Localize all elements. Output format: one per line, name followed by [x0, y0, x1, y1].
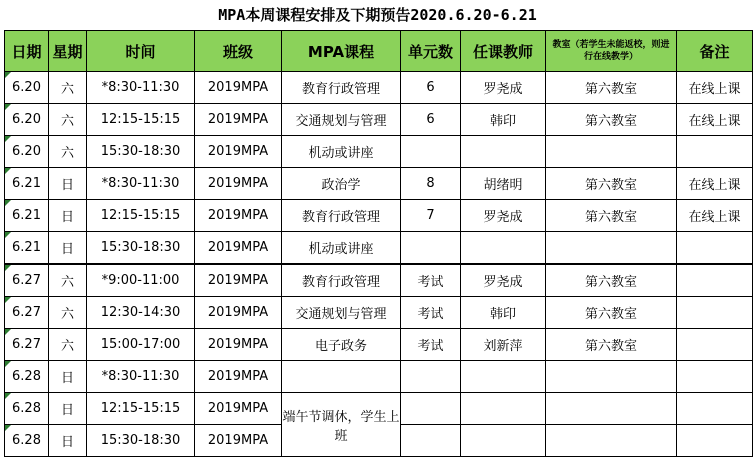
- cell-units: [401, 232, 461, 265]
- cell-room: [546, 393, 677, 425]
- schedule-table: [4, 30, 753, 457]
- cell-note: [677, 264, 753, 297]
- merged-course-cell: 端午节调休，学生上班: [282, 393, 401, 457]
- page-title: MPA本周课程安排及下期预告2020.6.20-6.21: [218, 6, 537, 24]
- cell-teacher: [461, 361, 546, 393]
- cell-time: *8:30-11:30: [87, 168, 195, 200]
- cell-course: 政治学: [282, 168, 401, 200]
- cell-time: *8:30-11:30: [87, 361, 195, 393]
- cell-class: 2019MPA: [195, 329, 282, 361]
- cell-weekday: 日: [49, 168, 87, 200]
- cell-class: 2019MPA: [195, 200, 282, 232]
- cell-date: 6.27: [5, 264, 49, 297]
- cell-teacher: 胡绪明: [461, 168, 546, 200]
- cell-date: 6.20: [5, 104, 49, 136]
- cell-class: 2019MPA: [195, 136, 282, 168]
- cell-room: 第六教室: [546, 264, 677, 297]
- cell-time: 12:15-15:15: [87, 393, 195, 425]
- cell-weekday: 日: [49, 232, 87, 265]
- cell-room: [546, 361, 677, 393]
- cell-weekday: 六: [49, 72, 87, 104]
- table-row: [5, 72, 753, 104]
- cell-date: 6.20: [5, 136, 49, 168]
- cell-course: 机动或讲座: [282, 136, 401, 168]
- cell-time: 15:00-17:00: [87, 329, 195, 361]
- cell-teacher: [461, 136, 546, 168]
- cell-teacher: 韩印: [461, 104, 546, 136]
- cell-teacher: [461, 425, 546, 457]
- cell-time: 15:30-18:30: [87, 136, 195, 168]
- header-teacher: 任课教师: [461, 31, 546, 72]
- table-row: [5, 168, 753, 200]
- cell-note: [677, 393, 753, 425]
- table-row: [5, 104, 753, 136]
- cell-time: 12:15-15:15: [87, 200, 195, 232]
- cell-date: 6.28: [5, 425, 49, 457]
- cell-date: 6.27: [5, 329, 49, 361]
- cell-units: [401, 361, 461, 393]
- cell-teacher: 韩印: [461, 297, 546, 329]
- cell-units: 考试: [401, 264, 461, 297]
- cell-course: 机动或讲座: [282, 232, 401, 265]
- cell-units: 7: [401, 200, 461, 232]
- table-row: [5, 329, 753, 361]
- cell-date: 6.20: [5, 72, 49, 104]
- cell-note: [677, 297, 753, 329]
- cell-date: 6.28: [5, 361, 49, 393]
- header-note: 备注: [677, 31, 753, 72]
- cell-weekday: 六: [49, 104, 87, 136]
- cell-class: 2019MPA: [195, 168, 282, 200]
- cell-note: 在线上课: [677, 72, 753, 104]
- header-course: MPA课程: [282, 31, 401, 72]
- cell-class: 2019MPA: [195, 232, 282, 265]
- cell-room: 第六教室: [546, 168, 677, 200]
- cell-weekday: 日: [49, 393, 87, 425]
- table-row: [5, 393, 753, 425]
- cell-time: *8:30-11:30: [87, 72, 195, 104]
- cell-course: [282, 361, 401, 393]
- cell-class: 2019MPA: [195, 361, 282, 393]
- cell-teacher: 刘新萍: [461, 329, 546, 361]
- cell-units: [401, 136, 461, 168]
- cell-room: 第六教室: [546, 72, 677, 104]
- cell-weekday: 日: [49, 425, 87, 457]
- cell-time: 15:30-18:30: [87, 232, 195, 265]
- cell-course: 交通规划与管理: [282, 297, 401, 329]
- table-row: [5, 297, 753, 329]
- cell-date: 6.27: [5, 297, 49, 329]
- cell-weekday: 日: [49, 361, 87, 393]
- table-row: [5, 361, 753, 393]
- cell-weekday: 六: [49, 329, 87, 361]
- cell-date: 6.21: [5, 200, 49, 232]
- cell-units: [401, 393, 461, 425]
- cell-class: 2019MPA: [195, 425, 282, 457]
- header-class: 班级: [195, 31, 282, 72]
- header-weekday: 星期: [49, 31, 87, 72]
- cell-time: 12:15-15:15: [87, 104, 195, 136]
- cell-note: [677, 329, 753, 361]
- cell-course: 电子政务: [282, 329, 401, 361]
- cell-teacher: 罗尧成: [461, 72, 546, 104]
- cell-weekday: 六: [49, 297, 87, 329]
- cell-room: 第六教室: [546, 297, 677, 329]
- cell-course: 交通规划与管理: [282, 104, 401, 136]
- cell-class: 2019MPA: [195, 104, 282, 136]
- header-time: 时间: [87, 31, 195, 72]
- cell-teacher: [461, 393, 546, 425]
- header-room: 教室（若学生未能返校，则进行在线教学）: [546, 31, 677, 72]
- cell-weekday: 日: [49, 200, 87, 232]
- cell-units: 6: [401, 104, 461, 136]
- cell-weekday: 六: [49, 136, 87, 168]
- cell-time: 15:30-18:30: [87, 425, 195, 457]
- cell-teacher: [461, 232, 546, 265]
- cell-note: 在线上课: [677, 200, 753, 232]
- cell-units: 6: [401, 72, 461, 104]
- cell-units: 考试: [401, 329, 461, 361]
- cell-units: 考试: [401, 297, 461, 329]
- table-row: [5, 136, 753, 168]
- cell-class: 2019MPA: [195, 297, 282, 329]
- header-row: [5, 31, 753, 72]
- cell-course: 教育行政管理: [282, 72, 401, 104]
- cell-date: 6.28: [5, 393, 49, 425]
- cell-date: 6.21: [5, 232, 49, 265]
- cell-teacher: 罗尧成: [461, 264, 546, 297]
- cell-room: [546, 232, 677, 265]
- cell-note: [677, 425, 753, 457]
- cell-class: 2019MPA: [195, 264, 282, 297]
- cell-units: 8: [401, 168, 461, 200]
- table-row: [5, 232, 753, 265]
- cell-room: 第六教室: [546, 200, 677, 232]
- cell-room: [546, 136, 677, 168]
- cell-note: 在线上课: [677, 104, 753, 136]
- cell-time: *9:00-11:00: [87, 264, 195, 297]
- cell-note: [677, 232, 753, 265]
- cell-course: 教育行政管理: [282, 264, 401, 297]
- cell-class: 2019MPA: [195, 72, 282, 104]
- cell-teacher: 罗尧成: [461, 200, 546, 232]
- header-date: 日期: [5, 31, 49, 72]
- cell-room: 第六教室: [546, 104, 677, 136]
- cell-class: 2019MPA: [195, 393, 282, 425]
- header-units: 单元数: [401, 31, 461, 72]
- cell-units: [401, 425, 461, 457]
- cell-course: 教育行政管理: [282, 200, 401, 232]
- cell-room: 第六教室: [546, 329, 677, 361]
- table-row: [5, 200, 753, 232]
- cell-date: 6.21: [5, 168, 49, 200]
- cell-time: 12:30-14:30: [87, 297, 195, 329]
- cell-note: [677, 361, 753, 393]
- cell-note: 在线上课: [677, 168, 753, 200]
- cell-room: [546, 425, 677, 457]
- table-row: [5, 264, 753, 297]
- cell-note: [677, 136, 753, 168]
- cell-weekday: 六: [49, 264, 87, 297]
